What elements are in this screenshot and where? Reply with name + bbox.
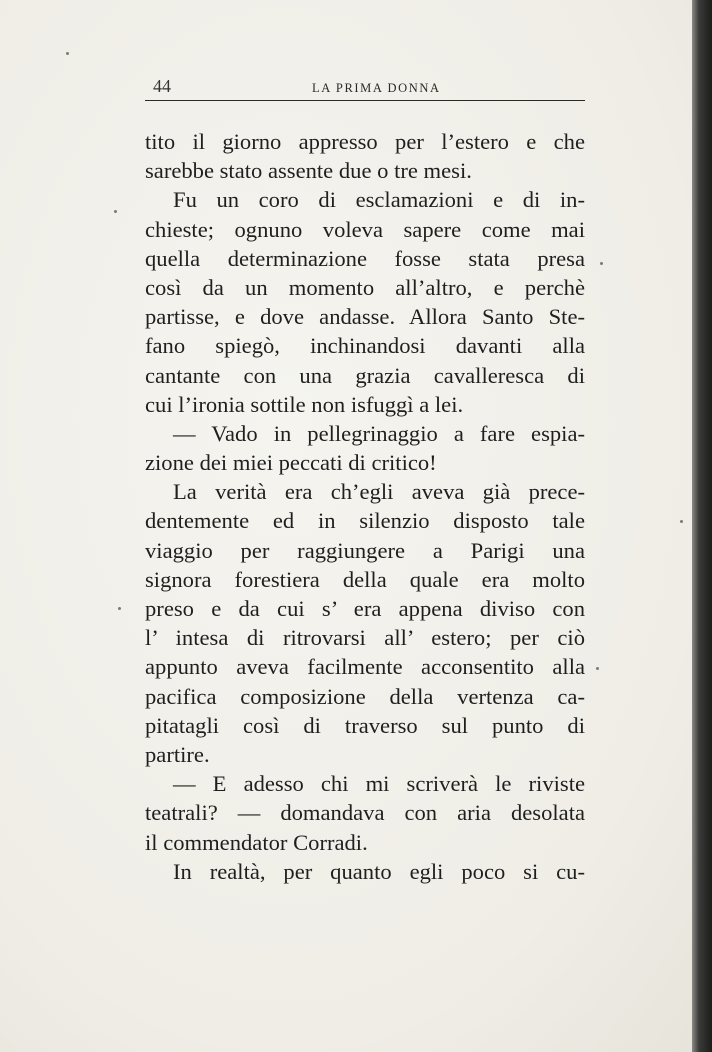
text-line: sarebbe stato assente due o tre mesi. — [145, 158, 472, 184]
paper-speck — [114, 210, 117, 213]
text-line: — E adesso chi mi scriverà le riviste — [173, 771, 585, 797]
page-edge-shadow — [692, 0, 712, 1052]
text-line: pacifica composizione della vertenza ca- — [145, 683, 585, 709]
text-line: — Vado in pellegrinaggio a fare espia- — [173, 420, 585, 446]
text-line: signora forestiera della quale era molto — [145, 566, 585, 592]
page-number: 44 — [153, 76, 171, 96]
paper-speck — [118, 607, 121, 610]
text-line: preso e da cui s’ era appena diviso con — [145, 596, 585, 621]
text-line: quella determinazione fosse stata presa — [145, 245, 585, 271]
page-header — [145, 76, 585, 101]
text-line: zione dei miei peccati di critico! — [145, 450, 437, 476]
text-line: l’ intesa di ritrovarsi all’ estero; per ciò — [145, 625, 585, 651]
text-line: In realtà, per quanto egli poco si cu- — [173, 858, 585, 884]
text-line: chieste; ognuno voleva sapere come mai — [145, 216, 585, 242]
body-text — [145, 127, 585, 886]
text-line: tito il giorno appresso per l’estero e che — [145, 129, 585, 154]
text-line: cantante con una grazia cavalleresca di — [145, 362, 585, 388]
paper-speck — [596, 667, 599, 670]
text-line: il commendator Corradi. — [145, 829, 368, 855]
text-line: pitatagli così di traverso sul punto di — [145, 712, 585, 738]
text-line: partire. — [145, 741, 210, 767]
text-line: La verità era ch’egli aveva già prece- — [173, 479, 585, 505]
text-line: dentemente ed in silenzio disposto tale — [145, 508, 585, 534]
text-line: così da un momento all’altro, e perchè — [145, 274, 585, 300]
text-line: cui l’ironia sottile non isfuggì a lei. — [145, 391, 464, 417]
text-line: teatrali? — domandava con aria desolata — [145, 800, 585, 826]
text-line: partisse, e dove andasse. Allora Santo Ste- — [145, 304, 585, 330]
text-line: viaggio per raggiungere a Parigi una — [145, 537, 585, 563]
text-line: fano spiegò, inchinandosi davanti alla — [145, 333, 585, 359]
text-line: Fu un coro di esclamazioni e di in- — [173, 187, 585, 213]
running-title: LA PRIMA DONNA — [312, 81, 441, 95]
paper-speck — [66, 52, 69, 55]
paper-speck — [600, 262, 603, 265]
text-line: appunto aveva facilmente acconsentito alla — [145, 654, 585, 680]
paper-speck — [680, 520, 683, 523]
